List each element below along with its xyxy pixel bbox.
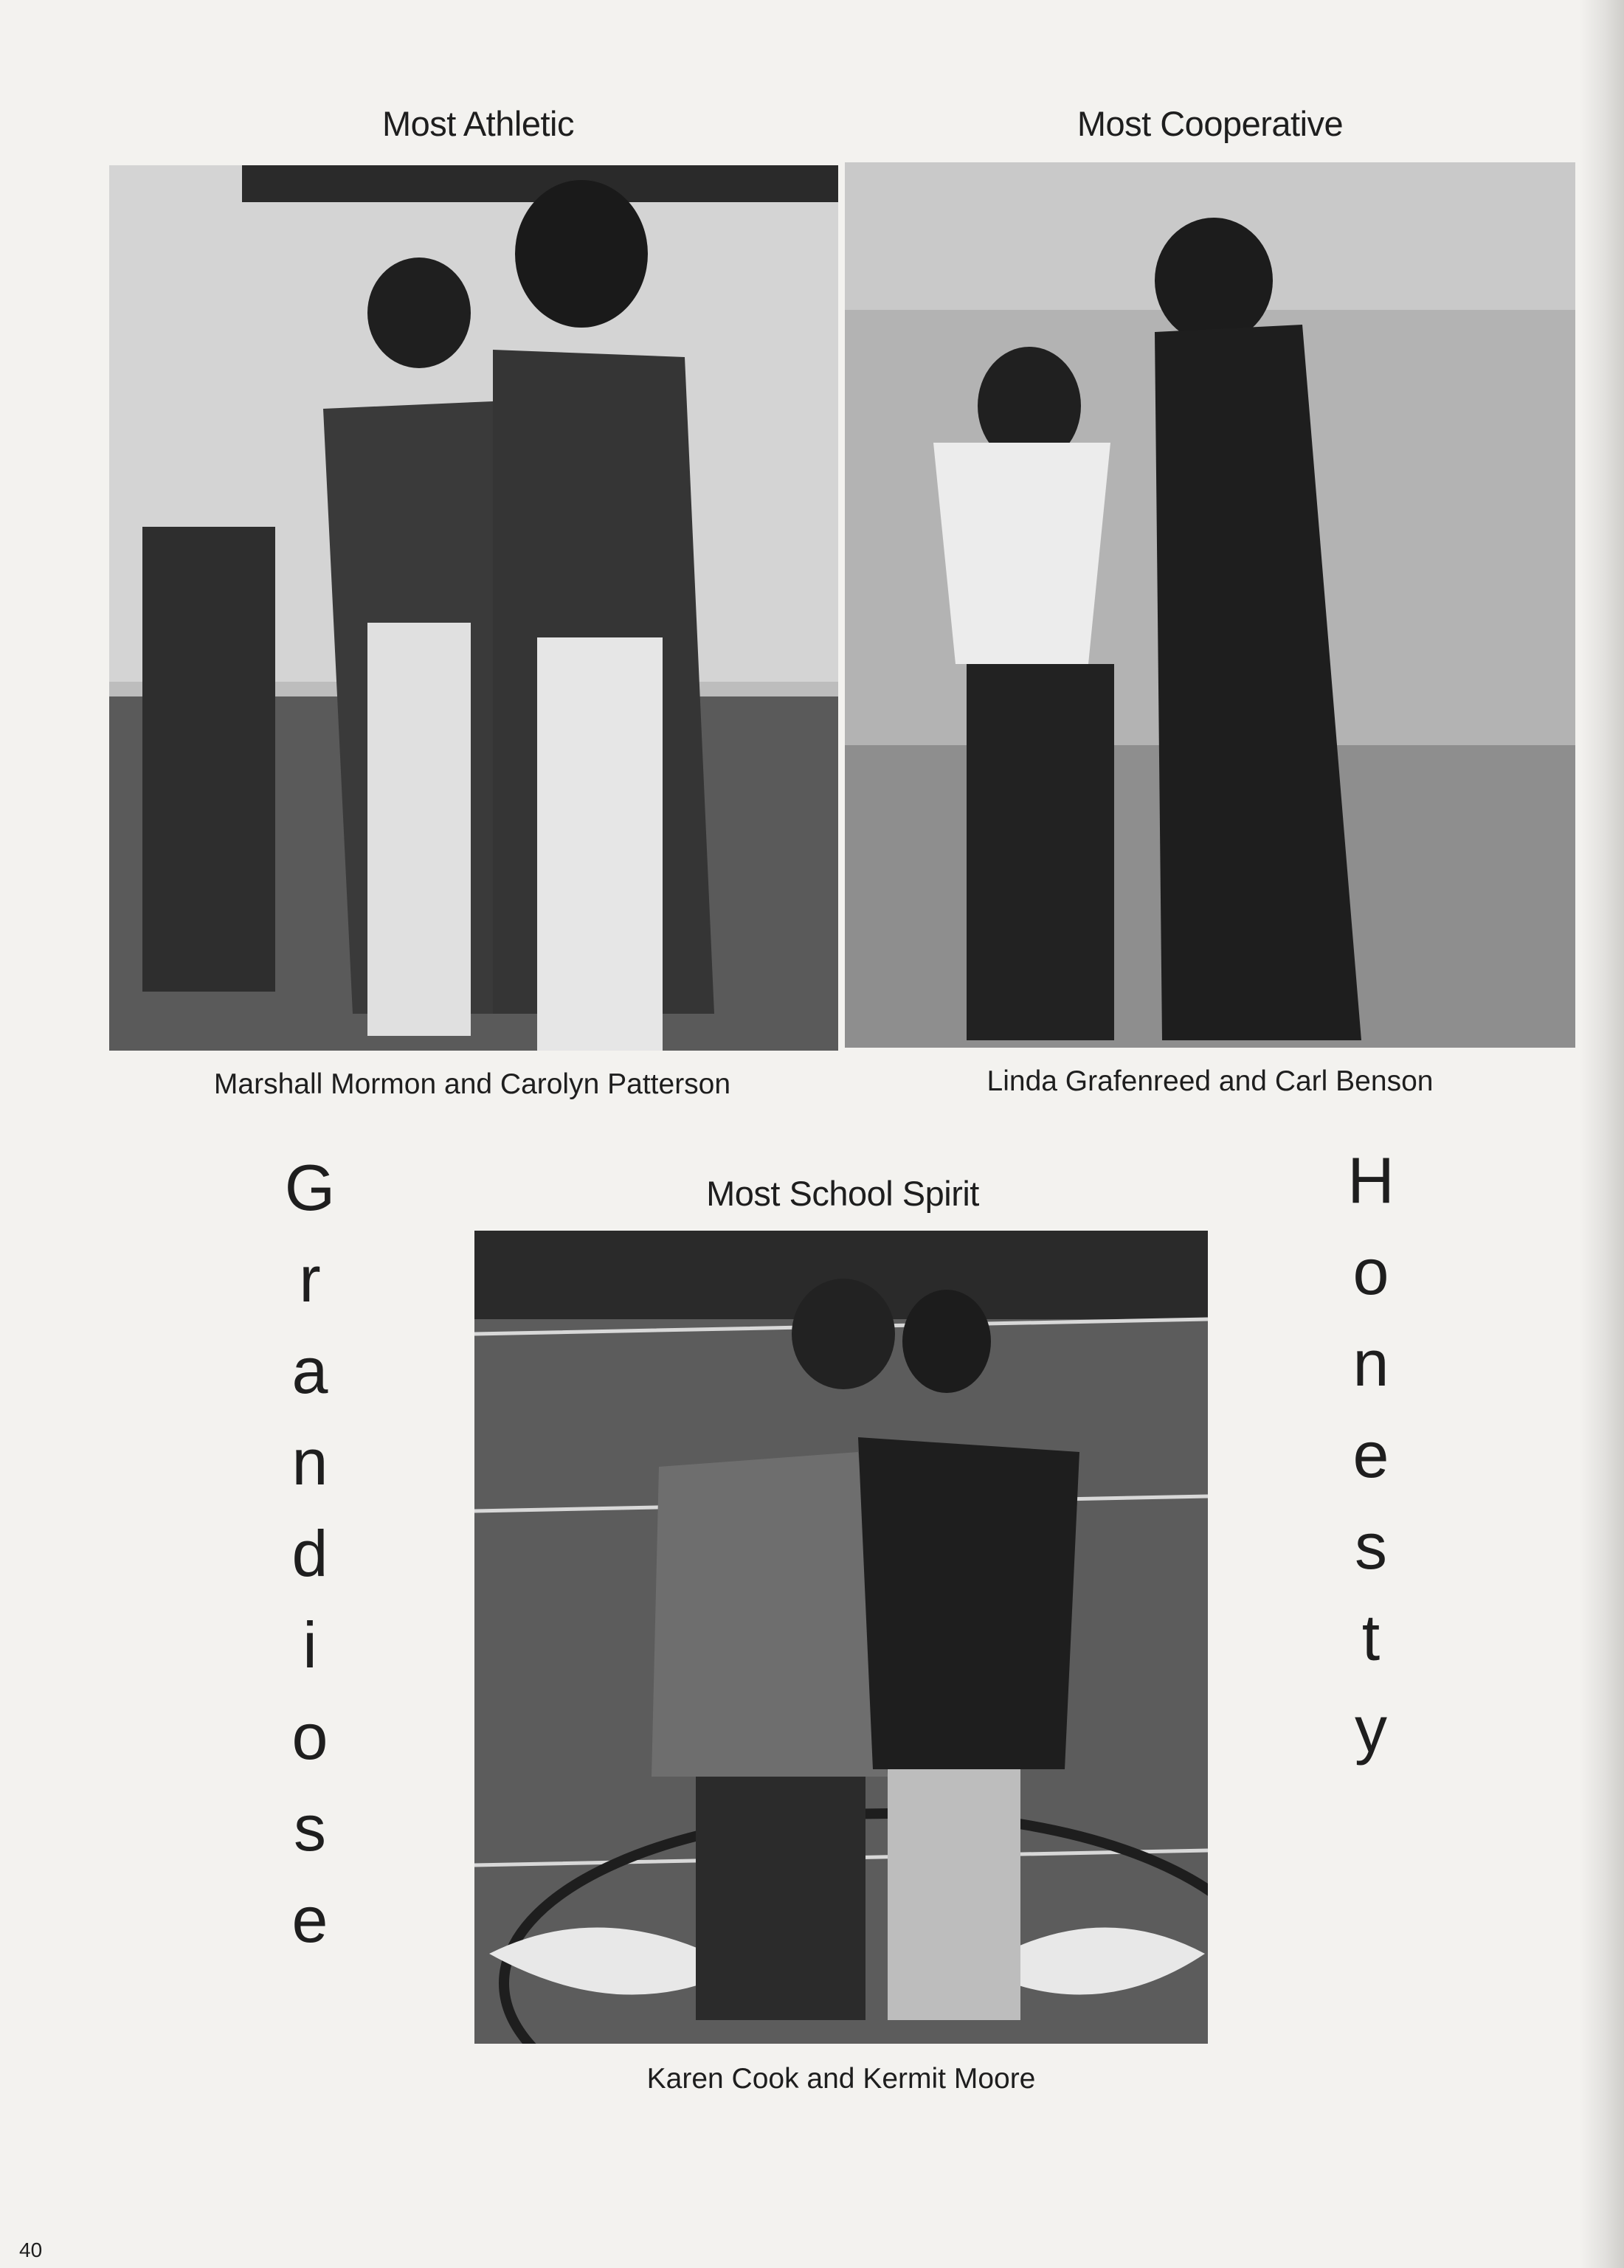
letter: G (284, 1151, 336, 1224)
letter: y (1355, 1693, 1387, 1766)
caption-most-cooperative: Linda Grafenreed and Carl Benson (987, 1065, 1434, 1097)
letter: s (294, 1791, 326, 1864)
letter: s (1355, 1510, 1387, 1583)
letter: H (1347, 1144, 1395, 1217)
letter: n (1352, 1327, 1389, 1400)
letter: e (291, 1883, 328, 1956)
photo-most-cooperative (845, 162, 1575, 1048)
page-number: 40 (19, 2238, 43, 2261)
letter: t (1361, 1601, 1381, 1674)
award-title-most-cooperative: Most Cooperative (1077, 104, 1344, 143)
letter: r (299, 1242, 321, 1315)
caption-most-athletic: Marshall Mormon and Carolyn Patterson (213, 1068, 731, 1100)
caption-most-school-spirit: Karen Cook and Kermit Moore (646, 2063, 1036, 2095)
side-word-honesty (1327, 1135, 1415, 1775)
letter: e (1352, 1418, 1389, 1491)
photo-most-school-spirit (474, 1231, 1208, 2044)
photo-most-athletic (109, 165, 838, 1051)
letter: o (1352, 1235, 1389, 1308)
letter: n (291, 1425, 328, 1498)
letter: o (291, 1700, 328, 1773)
award-title-most-school-spirit: Most School Spirit (706, 1174, 979, 1213)
side-word-grandiose (266, 1142, 354, 1966)
letter: a (291, 1334, 328, 1407)
letter: d (291, 1517, 328, 1590)
page-binding-shadow (1580, 0, 1624, 2268)
letter: i (303, 1608, 317, 1681)
award-title-most-athletic: Most Athletic (382, 104, 574, 143)
